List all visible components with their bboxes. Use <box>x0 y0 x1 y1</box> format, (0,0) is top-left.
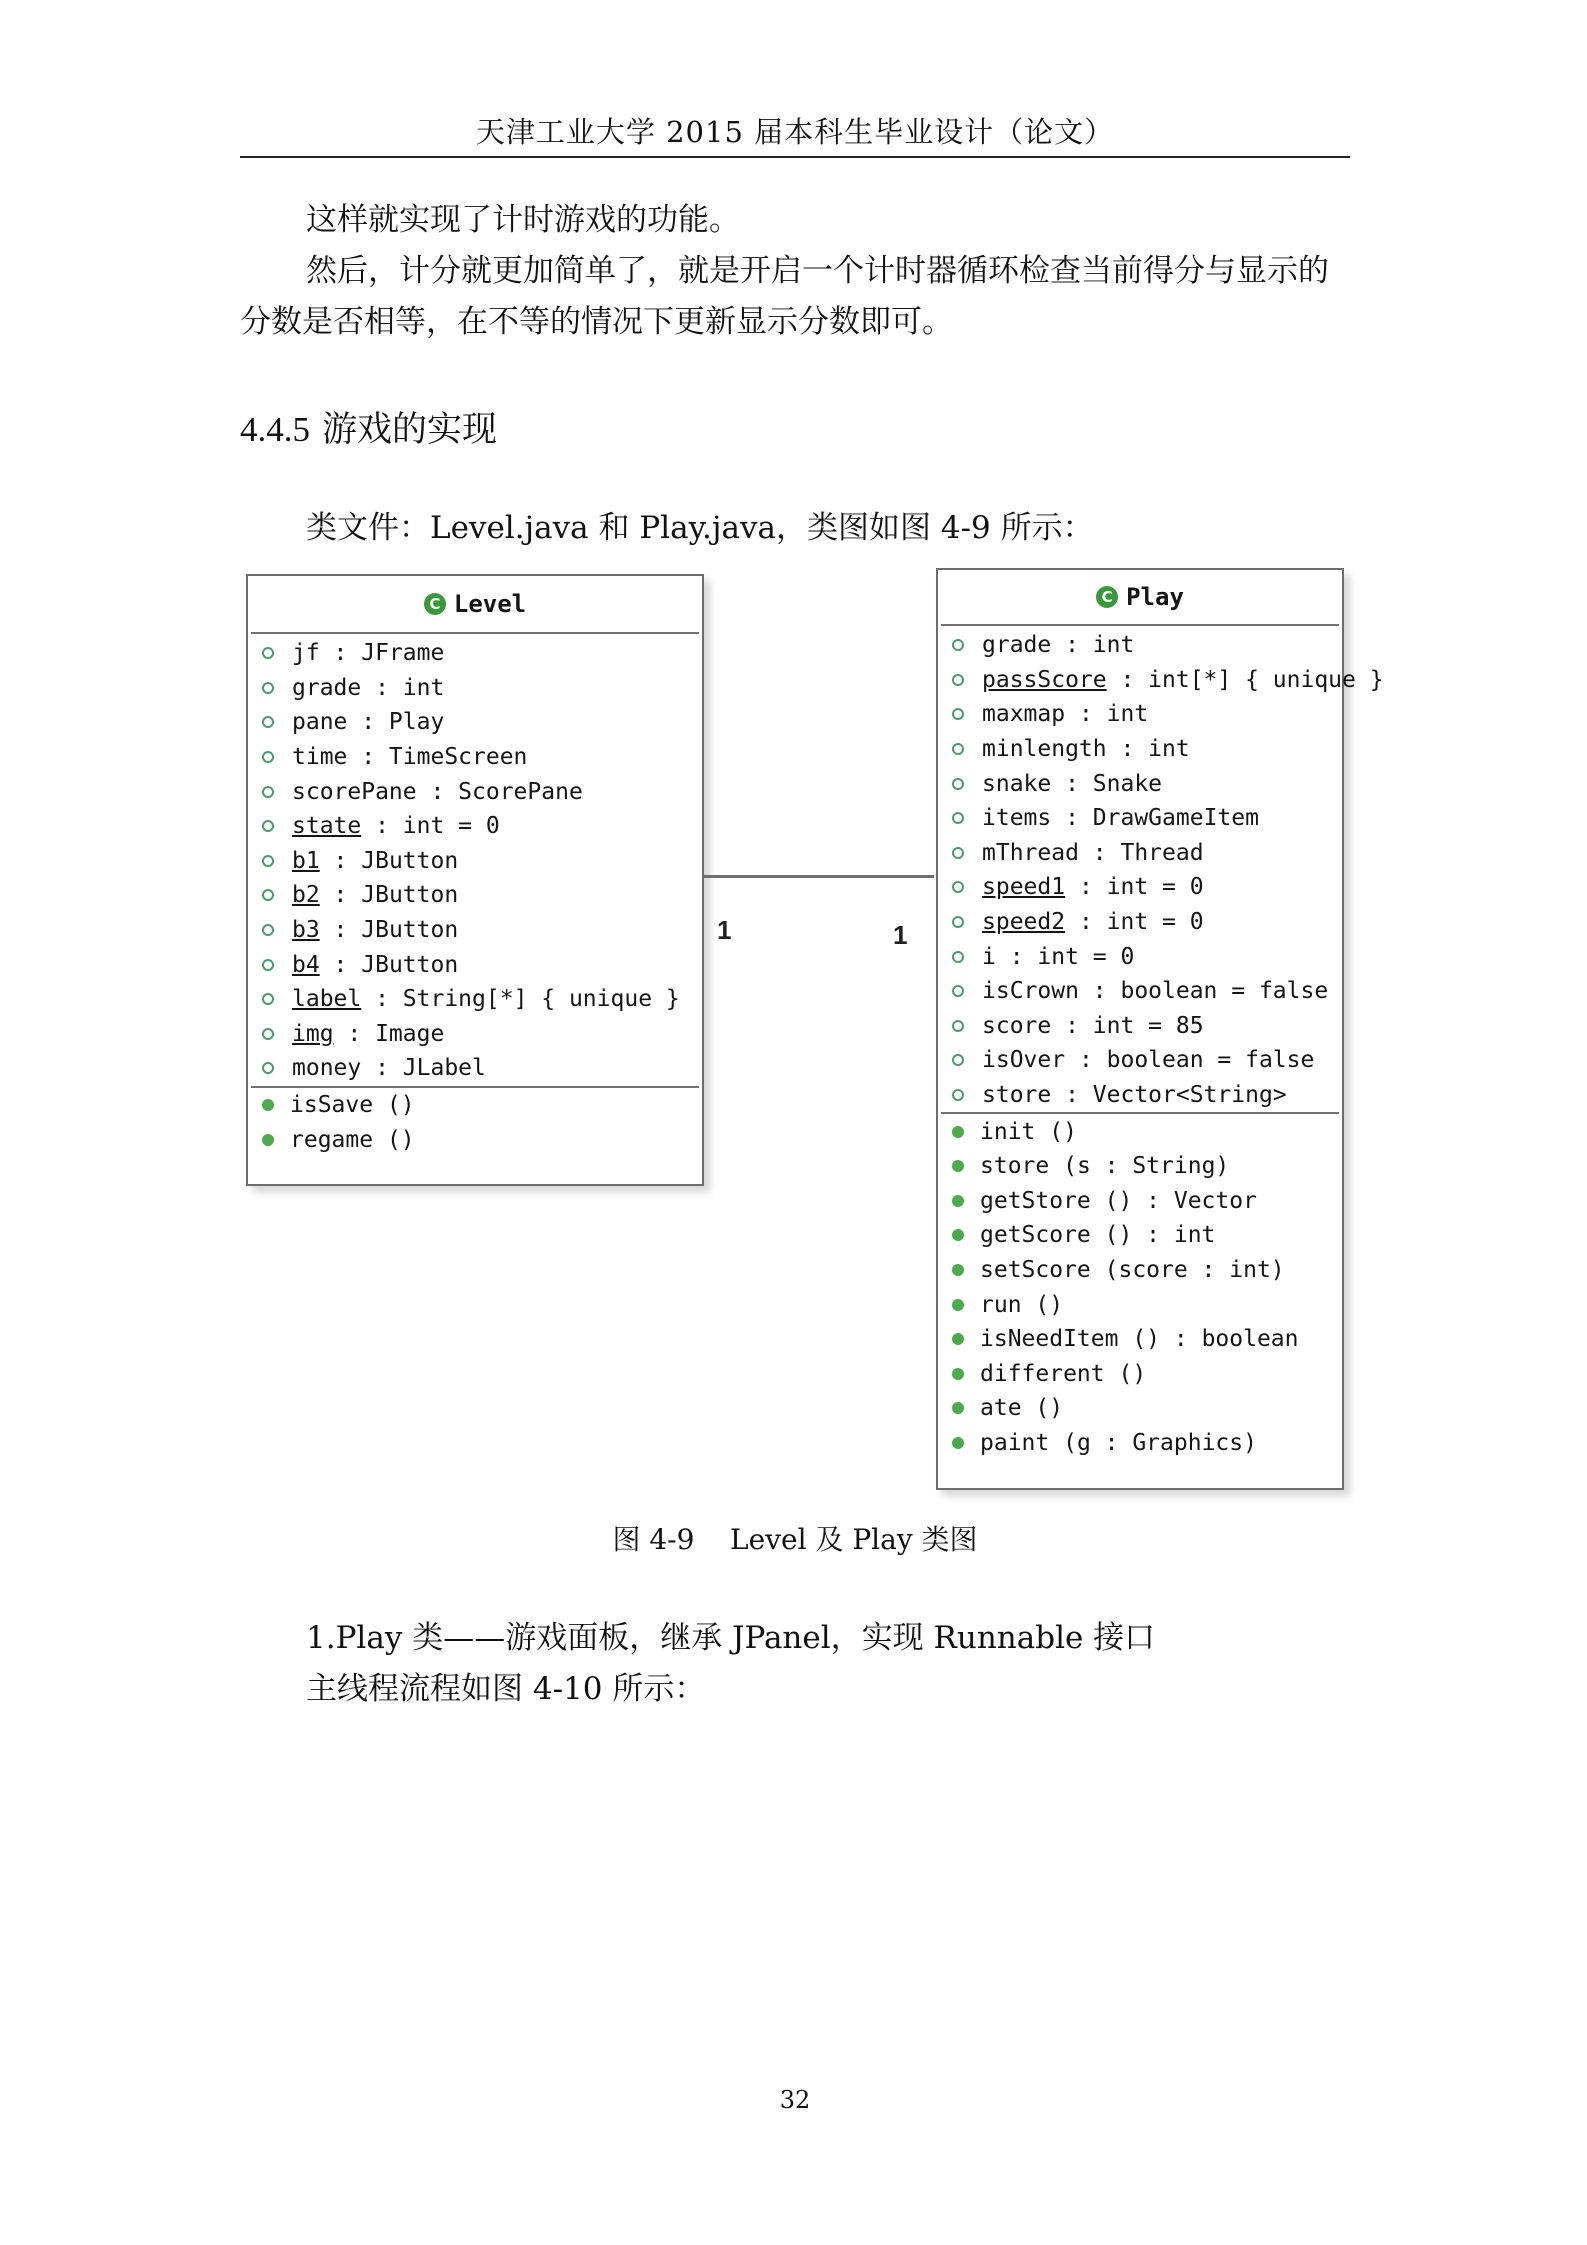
attribute-visibility-icon <box>262 959 274 971</box>
attribute-name: items <box>982 805 1052 832</box>
multiplicity-left: 1 <box>717 915 732 945</box>
class-name: Play <box>1126 583 1184 611</box>
attribute-name: grade <box>982 632 1052 659</box>
operation-signature: () <box>373 1126 415 1153</box>
attribute-name: b2 <box>292 882 320 909</box>
attribute-row <box>938 870 1342 905</box>
attribute-visibility-icon <box>262 751 274 763</box>
attribute-row <box>248 1017 702 1052</box>
section-title: 游戏的实现 <box>322 410 498 450</box>
paragraph-1: 这样就实现了计时游戏的功能。 <box>306 202 740 238</box>
operation-row <box>938 1322 1342 1357</box>
attribute-row <box>938 1043 1342 1078</box>
attribute-name: speed1 <box>982 874 1066 901</box>
operation-row <box>938 1149 1342 1184</box>
paragraph-2-line-1: 然后，计分就更加简单了，就是开启一个计时器循环检查当前得分与显示的 <box>306 253 1329 289</box>
operation-name: isNeedItem <box>980 1326 1119 1353</box>
attribute-name: jf <box>292 640 320 667</box>
operation-signature: (s : String) <box>1049 1153 1230 1180</box>
attribute-name: b4 <box>292 951 320 978</box>
attribute-visibility-icon <box>262 682 274 694</box>
attribute-row <box>938 663 1384 698</box>
operation-signature: () <box>373 1092 415 1119</box>
attribute-type: : Thread <box>1078 839 1204 866</box>
operation-row <box>938 1426 1342 1461</box>
attribute-row <box>938 628 1342 663</box>
figure-caption: 图 4-9 Level 及 Play 类图 <box>612 1523 978 1556</box>
operation-name: setScore <box>980 1256 1091 1283</box>
attribute-visibility-icon <box>952 743 964 755</box>
attribute-name: time <box>292 744 348 771</box>
attribute-row <box>248 844 702 879</box>
attribute-type: : boolean = false <box>1078 978 1329 1005</box>
attribute-visibility-icon <box>262 786 274 798</box>
attribute-type: : int = 85 <box>1051 1012 1204 1039</box>
operation-name: ate <box>980 1395 1022 1422</box>
attribute-name: scorePane <box>292 778 417 805</box>
attribute-name: passScore <box>982 666 1107 693</box>
attribute-type: : int = 0 <box>995 943 1135 970</box>
attribute-type: : Image <box>333 1020 445 1047</box>
attribute-row <box>248 1051 702 1086</box>
operation-compartment <box>938 1114 1342 1460</box>
attribute-visibility-icon <box>952 639 964 651</box>
attribute-row <box>938 732 1342 767</box>
header-divider <box>240 156 1350 158</box>
operation-signature: () : Vector <box>1090 1187 1257 1214</box>
class-icon: C <box>1096 586 1118 608</box>
operation-visibility-icon <box>952 1437 964 1449</box>
attribute-visibility-icon <box>952 1020 964 1032</box>
class-name: Level <box>453 590 527 618</box>
operation-signature: () : int <box>1090 1222 1216 1249</box>
attribute-name: isOver <box>982 1047 1066 1074</box>
operation-signature: () <box>1035 1118 1077 1145</box>
attribute-visibility-icon <box>262 716 274 728</box>
attribute-visibility-icon <box>262 855 274 867</box>
operation-row <box>938 1184 1342 1219</box>
attribute-name: pane <box>292 709 348 736</box>
attribute-type: : ScorePane <box>416 778 583 805</box>
operation-row <box>938 1287 1342 1322</box>
operation-visibility-icon <box>952 1126 964 1138</box>
attribute-type: : JButton <box>319 951 459 978</box>
attribute-row <box>248 671 702 706</box>
operation-compartment <box>248 1088 702 1157</box>
attribute-type: : Vector<String> <box>1051 1082 1287 1109</box>
attribute-row <box>248 809 702 844</box>
attribute-name: maxmap <box>982 701 1066 728</box>
attribute-type: : JLabel <box>361 1055 486 1082</box>
attribute-visibility-icon <box>262 647 274 659</box>
uml-class-level <box>246 574 704 1186</box>
class-icon: C <box>424 593 446 615</box>
attribute-row <box>938 697 1342 732</box>
operation-name: getStore <box>980 1187 1091 1214</box>
attribute-type: : DrawGameItem <box>1051 805 1259 832</box>
operation-signature: () <box>1021 1291 1064 1318</box>
attribute-row <box>248 878 702 913</box>
uml-class-title <box>248 576 702 632</box>
attribute-visibility-icon <box>952 916 964 928</box>
attribute-compartment <box>248 634 702 1086</box>
operation-signature: () <box>1021 1395 1064 1422</box>
operation-row <box>248 1122 702 1157</box>
attribute-type: : String[*] { unique } <box>361 986 680 1013</box>
attribute-type: : int <box>1051 632 1135 659</box>
attribute-name: minlength <box>982 736 1107 763</box>
attribute-name: money <box>292 1055 362 1082</box>
attribute-row <box>248 740 702 775</box>
paragraph-main-thread: 主线程流程如图 4-10 所示： <box>306 1671 706 1707</box>
attribute-name: store <box>982 1082 1052 1109</box>
attribute-type: : TimeScreen <box>347 744 528 771</box>
attribute-row <box>938 801 1342 836</box>
attribute-row <box>248 982 702 1017</box>
attribute-row <box>938 836 1342 871</box>
attribute-row <box>938 1078 1342 1113</box>
attribute-row <box>248 947 702 982</box>
operation-name: store <box>980 1153 1050 1180</box>
operation-visibility-icon <box>952 1195 964 1207</box>
attribute-name: speed2 <box>982 909 1066 936</box>
paragraph-2-line-2: 分数是否相等，在不等的情况下更新显示分数即可。 <box>240 304 953 340</box>
attribute-visibility-icon <box>262 1062 274 1074</box>
attribute-type: : JButton <box>319 917 459 944</box>
attribute-name: score <box>982 1012 1052 1039</box>
operation-row <box>938 1114 1342 1149</box>
attribute-type: : int <box>1065 701 1149 728</box>
attribute-type: : int = 0 <box>1065 874 1204 901</box>
attribute-visibility-icon <box>952 881 964 893</box>
attribute-type: : int <box>1106 736 1190 763</box>
multiplicity-right: 1 <box>893 920 908 950</box>
operation-row <box>938 1253 1342 1288</box>
attribute-name: mThread <box>982 839 1079 866</box>
attribute-name: b3 <box>292 917 320 944</box>
operation-signature: () <box>1104 1360 1147 1387</box>
attribute-visibility-icon <box>262 993 274 1005</box>
attribute-row <box>938 1009 1342 1044</box>
attribute-name: grade <box>292 674 362 701</box>
operation-visibility-icon <box>952 1264 964 1276</box>
operation-signature: (g : Graphics) <box>1049 1429 1257 1456</box>
figure-intro: 类文件：Level.java 和 Play.java，类图如图 4-9 所示： <box>306 510 1094 546</box>
operation-visibility-icon <box>952 1299 964 1311</box>
operation-visibility-icon <box>952 1368 964 1380</box>
uml-class-title <box>938 570 1342 624</box>
operation-row <box>938 1356 1342 1391</box>
attribute-visibility-icon <box>262 1028 274 1040</box>
attribute-compartment <box>938 626 1384 1112</box>
operation-visibility-icon <box>952 1160 964 1172</box>
attribute-name: i <box>982 943 996 970</box>
operation-name: regame <box>290 1126 374 1153</box>
paragraph-play-class: 1.Play 类——游戏面板，继承 JPanel，实现 Runnable 接口 <box>306 1620 1156 1656</box>
operation-signature: (score : int) <box>1090 1256 1285 1283</box>
attribute-type: : int <box>361 674 445 701</box>
attribute-visibility-icon <box>952 674 964 686</box>
operation-name: paint <box>980 1429 1050 1456</box>
operation-visibility-icon <box>262 1099 274 1111</box>
attribute-visibility-icon <box>262 924 274 936</box>
attribute-visibility-icon <box>262 820 274 832</box>
attribute-type: : boolean = false <box>1065 1047 1315 1074</box>
attribute-row <box>248 705 702 740</box>
operation-visibility-icon <box>952 1229 964 1241</box>
section-number: 4.4.5 <box>240 410 310 449</box>
attribute-row <box>248 636 702 671</box>
attribute-visibility-icon <box>952 778 964 790</box>
operation-visibility-icon <box>262 1134 274 1146</box>
operation-name: run <box>980 1291 1022 1318</box>
attribute-visibility-icon <box>952 985 964 997</box>
attribute-type: : int = 0 <box>361 813 500 840</box>
operation-name: isSave <box>290 1092 374 1119</box>
operation-signature: () : boolean <box>1118 1326 1299 1353</box>
attribute-row <box>248 774 702 809</box>
operation-name: different <box>980 1360 1105 1387</box>
uml-class-play <box>936 568 1384 1490</box>
attribute-type: : Snake <box>1051 770 1163 797</box>
attribute-type: : int[*] { unique } <box>1106 666 1384 693</box>
attribute-visibility-icon <box>952 1054 964 1066</box>
page-number: 32 <box>779 2086 811 2114</box>
attribute-visibility-icon <box>952 951 964 963</box>
operation-row <box>938 1218 1342 1253</box>
attribute-type: : JButton <box>319 882 459 909</box>
operation-row <box>248 1088 702 1123</box>
attribute-type: : Play <box>347 709 445 736</box>
attribute-name: b1 <box>292 847 320 874</box>
attribute-visibility-icon <box>262 889 274 901</box>
running-header: 天津工业大学 2015 届本科生毕业设计（论文） <box>475 115 1115 149</box>
attribute-visibility-icon <box>952 708 964 720</box>
attribute-row <box>938 974 1342 1009</box>
operation-name: getScore <box>980 1222 1091 1249</box>
attribute-row <box>938 939 1342 974</box>
attribute-row <box>938 905 1342 940</box>
operation-row <box>938 1391 1342 1426</box>
attribute-visibility-icon <box>952 847 964 859</box>
attribute-name: img <box>292 1020 334 1047</box>
attribute-name: state <box>292 813 362 840</box>
attribute-row <box>248 913 702 948</box>
attribute-visibility-icon <box>952 1089 964 1101</box>
attribute-row <box>938 766 1342 801</box>
section-heading <box>240 402 497 452</box>
attribute-visibility-icon <box>952 812 964 824</box>
operation-visibility-icon <box>952 1402 964 1414</box>
attribute-type: : JButton <box>319 847 459 874</box>
association-line <box>702 875 934 878</box>
attribute-type: : JFrame <box>319 640 445 667</box>
attribute-name: isCrown <box>982 978 1079 1005</box>
attribute-type: : int = 0 <box>1065 909 1204 936</box>
attribute-name: label <box>292 986 362 1013</box>
operation-name: init <box>980 1118 1036 1145</box>
operation-visibility-icon <box>952 1333 964 1345</box>
attribute-name: snake <box>982 770 1052 797</box>
